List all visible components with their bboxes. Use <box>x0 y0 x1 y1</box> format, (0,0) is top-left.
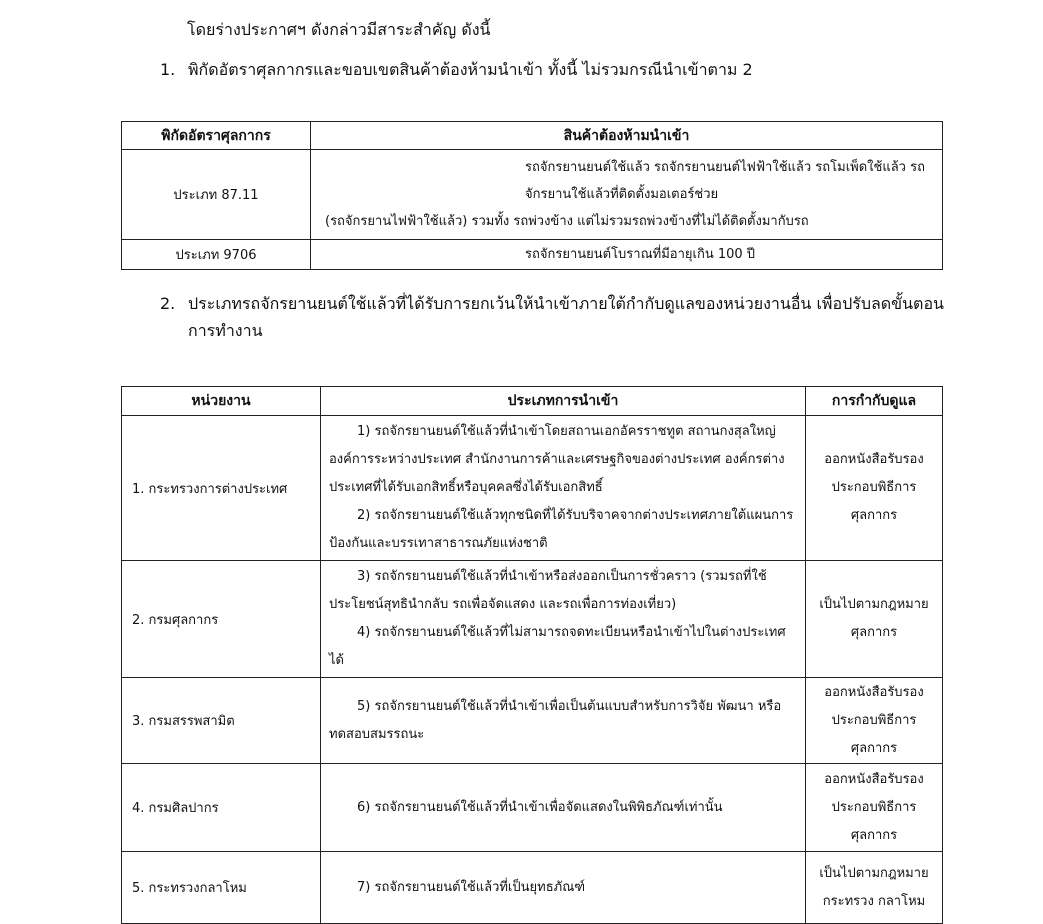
exemption-table <box>121 386 943 924</box>
import-item: 3) รถจักรยานยนต์ใช้แล้วที่นำเข้าหรือส่งออกเป็นการชั่วคราว (รวมรถที่ใช้ประโยชน์สุทธินำกลับ รถเพื่อจัดแสดง และรถเพื่อการท่องเที่ยว) <box>329 569 767 612</box>
regulation-line: ศุลกากร <box>850 740 898 756</box>
section-1-number: 1. <box>160 60 176 79</box>
agency-cell: 1. กระทรวงการต่างประเทศ <box>122 416 321 561</box>
table-row <box>122 150 943 240</box>
table-row <box>122 416 943 561</box>
regulation-cell <box>806 678 943 764</box>
regulation-line: เป็นไปตามกฎหมาย <box>819 865 929 881</box>
import-item: 2) รถจักรยานยนต์ใช้แล้วทุกชนิดที่ได้รับบริจาคจากต่างประเทศภายใต้แผนการป้องกันและบรรเทาสาธารณภัยแห่งชาติ <box>329 508 794 551</box>
header-import-type: ประเภทการนำเข้า <box>321 387 806 416</box>
import-item: 7) รถจักรยานยนต์ใช้แล้วที่เป็นยุทธภัณฑ์ <box>357 879 586 895</box>
import-type-cell <box>321 416 806 561</box>
regulation-line: กระทรวง กลาโหม <box>822 893 926 909</box>
import-item: 1) รถจักรยานยนต์ใช้แล้วที่นำเข้าโดยสถานเอกอัครราชทูต สถานกงสุลใหญ่ องค์การระหว่างประเทศ สำนักงานการค้าและเศรษฐกิจของต่างประเทศ องค์กรต่างประเทศที่ได้รับเอกสิทธิ์หรือบุคคลซึ่งได้รับเอกสิทธิ์ <box>329 424 785 495</box>
regulation-line: ศุลกากร <box>850 625 898 640</box>
prohibited-goods-cell <box>311 150 943 240</box>
table-row <box>122 240 943 270</box>
header-prohibited-goods: สินค้าต้องห้ามนำเข้า <box>311 122 943 150</box>
regulation-line: ประกอบพิธีการ <box>831 480 917 495</box>
regulation-line: ออกหนังสือรับรอง <box>824 771 924 787</box>
tariff-code-cell: ประเภท 87.11 <box>122 150 311 240</box>
table-row <box>122 678 943 764</box>
import-item: 5) รถจักรยานยนต์ใช้แล้วที่นำเข้าเพื่อเป็นต้นแบบสำหรับการวิจัย พัฒนา หรือทดสอบสมรรถนะ <box>329 698 782 742</box>
table-row <box>122 852 943 924</box>
regulation-line: ประกอบพิธีการ <box>831 799 917 815</box>
section-2-text: ประเภทรถจักรยานยนต์ใช้แล้วที่ได้รับการยกเว้นให้นำเข้าภายใต้กำกับดูแลของหน่วยงานอื่น เพื่อปรับลดขั้นตอนการทำงาน <box>188 294 944 340</box>
section-2-heading <box>160 290 960 344</box>
regulation-line: ประกอบพิธีการ <box>831 712 917 728</box>
table-header-row <box>122 387 943 416</box>
import-type-cell <box>321 561 806 678</box>
import-type-cell <box>321 764 806 852</box>
regulation-line: ออกหนังสือรับรอง <box>824 684 924 700</box>
regulation-line: ศุลกากร <box>850 508 898 523</box>
tariff-code-cell: ประเภท 9706 <box>122 240 311 270</box>
table-row <box>122 764 943 852</box>
import-item: 6) รถจักรยานยนต์ใช้แล้วที่นำเข้าเพื่อจัดแสดงในพิพิธภัณฑ์เท่านั้น <box>357 799 723 815</box>
header-tariff-code: พิกัดอัตราศุลกากร <box>122 122 311 150</box>
regulation-cell <box>806 561 943 678</box>
regulation-line: ออกหนังสือรับรอง <box>824 452 924 467</box>
agency-cell: 4. กรมศิลปากร <box>122 764 321 852</box>
section-2-number: 2. <box>160 294 176 313</box>
regulation-line: เป็นไปตามกฎหมาย <box>819 597 929 612</box>
table-row <box>122 561 943 678</box>
section-1-heading <box>160 58 753 83</box>
agency-cell: 3. กรมสรรพสามิต <box>122 678 321 764</box>
agency-cell: 2. กรมศุลกากร <box>122 561 321 678</box>
header-regulation: การกำกับดูแล <box>806 387 943 416</box>
tariff-table <box>121 121 943 270</box>
regulation-cell <box>806 416 943 561</box>
header-agency: หน่วยงาน <box>122 387 321 416</box>
regulation-cell <box>806 764 943 852</box>
regulation-cell <box>806 852 943 924</box>
section-1-text: พิกัดอัตราศุลกากรและขอบเขตสินค้าต้องห้ามนำเข้า ทั้งนี้ ไม่รวมกรณีนำเข้าตาม 2 <box>188 60 753 79</box>
import-item: 4) รถจักรยานยนต์ใช้แล้วที่ไม่สามารถจดทะเบียนหรือนำเข้าไปในต่างประเทศได้ <box>329 625 786 668</box>
prohibited-goods-cell <box>311 240 943 270</box>
goods-line-1: รถจักรยานยนต์โบราณที่มีอายุเกิน 100 ปี <box>525 247 756 262</box>
import-type-cell <box>321 852 806 924</box>
import-type-cell <box>321 678 806 764</box>
goods-line-1: รถจักรยานยนต์ใช้แล้ว รถจักรยานยนต์ไฟฟ้าใช้แล้ว รถโมเพ็ดใช้แล้ว รถจักรยานใช้แล้วที่ติดตั้งมอเตอร์ช่วย <box>525 160 925 202</box>
agency-cell: 5. กระทรวงกลาโหม <box>122 852 321 924</box>
regulation-line: ศุลกากร <box>850 827 898 843</box>
table-header-row <box>122 122 943 150</box>
goods-line-2: (รถจักรยานไฟฟ้าใช้แล้ว) รวมทั้ง รถพ่วงข้าง แต่ไม่รวมรถพ่วงข้างที่ไม่ได้ติดตั้งมากับรถ <box>325 214 809 229</box>
intro-text: โดยร่างประกาศฯ ดังกล่าวมีสาระสำคัญ ดังนี้ <box>187 20 491 39</box>
